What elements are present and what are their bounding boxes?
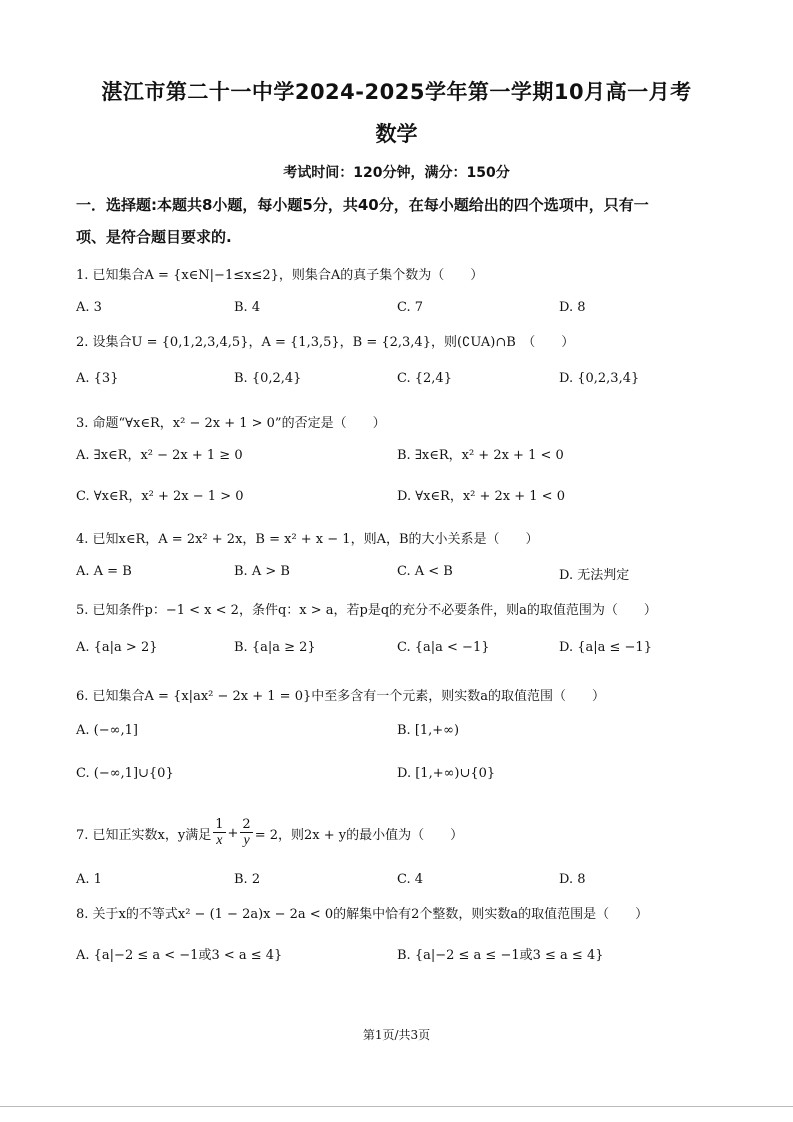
q7-stem-pre: 7. 已知正实数x，y满足 — [76, 827, 212, 843]
question-8-stem: 8. 关于x的不等式x² − (1 − 2a)x − 2a < 0的解集中恰有2个整数，则实数a的取值范围是（ ） — [76, 907, 649, 922]
q5-option-a: A. {a|a > 2} — [76, 640, 158, 655]
q7-frac1-denominator: x — [216, 833, 223, 849]
question-3-stem: 3. 命题“∀x∈R，x² − 2x + 1 > 0”的否定是（ ） — [76, 416, 386, 431]
q6-option-d: D. [1,+∞)∪{0} — [397, 766, 496, 781]
q6-option-a: A. (−∞,1] — [76, 723, 138, 738]
q2-option-d: D. {0,2,3,4} — [559, 371, 640, 386]
section-heading-line2: 项、是符合题目要求的. — [76, 228, 232, 246]
bottom-divider — [0, 1106, 793, 1107]
question-4-stem: 4. 已知x∈R，A = 2x² + 2x，B = x² + x − 1，则A，B的大小关系是（ ） — [76, 532, 539, 547]
q5-option-d: D. {a|a ≤ −1} — [559, 640, 652, 655]
q2-option-a: A. {3} — [76, 371, 119, 386]
page-footer: 第1页/共3页 — [362, 1028, 431, 1042]
question-1-stem: 1. 已知集合A = {x∈N|−1≤x≤2}，则集合A的真子集个数为（ ） — [76, 268, 484, 283]
q8-option-a: A. {a|−2 ≤ a < −1或3 < a ≤ 4} — [76, 948, 283, 963]
section-heading-line1: 一．选择题:本题共8小题，每小题5分，共40分，在每小题给出的四个选项中，只有一 — [76, 196, 649, 214]
q7-fraction-2 — [240, 818, 252, 849]
q1-option-a: A. 3 — [76, 300, 102, 315]
question-2-stem: 2. 设集合U = {0,1,2,3,4,5}，A = {1,3,5}，B = {2,3,4}，则(∁UA)∩B （ ） — [76, 335, 575, 350]
q1-option-b: B. 4 — [234, 300, 261, 315]
q5-option-b: B. {a|a ≥ 2} — [234, 640, 316, 655]
exam-info: 考试时间：120分钟，满分：150分 — [283, 165, 510, 181]
q1-option-c: C. 7 — [397, 300, 424, 315]
q3-option-c: C. ∀x∈R，x² + 2x − 1 > 0 — [76, 489, 244, 504]
q7-stem-post: = 2，则2x + y的最小值为（ ） — [254, 827, 464, 843]
q7-plus: + — [227, 825, 239, 841]
q7-option-b: B. 2 — [234, 872, 261, 887]
q7-frac2-denominator: y — [243, 833, 250, 849]
q1-option-d: D. 8 — [559, 300, 586, 315]
q6-option-c: C. (−∞,1]∪{0} — [76, 766, 174, 781]
q2-option-b: B. {0,2,4} — [234, 371, 302, 386]
q4-option-b: B. A > B — [234, 564, 290, 579]
q4-option-d: D. 无法判定 — [559, 568, 630, 583]
q4-option-a: A. A = B — [76, 564, 132, 579]
q3-option-d: D. ∀x∈R，x² + 2x + 1 < 0 — [397, 489, 565, 504]
q4-option-c: C. A < B — [397, 564, 453, 579]
q3-option-b: B. ∃x∈R，x² + 2x + 1 < 0 — [397, 448, 564, 463]
q7-fraction-1 — [213, 818, 225, 849]
subject-title: 数学 — [375, 122, 418, 146]
q7-frac1-numerator: 1 — [215, 817, 224, 832]
question-7-stem — [76, 818, 463, 849]
q7-option-c: C. 4 — [397, 872, 424, 887]
q5-option-c: C. {a|a < −1} — [397, 640, 490, 655]
exam-title: 湛江市第二十一中学2024-2025学年第一学期10月高一月考 — [101, 80, 692, 104]
q8-option-b: B. {a|−2 ≤ a ≤ −1或3 ≤ a ≤ 4} — [397, 948, 604, 963]
q7-option-a: A. 1 — [76, 872, 102, 887]
q7-frac2-numerator: 2 — [242, 817, 251, 832]
q2-option-c: C. {2,4} — [397, 371, 452, 386]
q7-option-d: D. 8 — [559, 872, 586, 887]
q6-option-b: B. [1,+∞) — [397, 723, 460, 738]
q3-option-a: A. ∃x∈R，x² − 2x + 1 ≥ 0 — [76, 448, 243, 463]
question-5-stem: 5. 已知条件p：−1 < x < 2，条件q：x > a，若p是q的充分不必要条件，则a的取值范围为（ ） — [76, 603, 657, 618]
question-6-stem: 6. 已知集合A = {x|ax² − 2x + 1 = 0}中至多含有一个元素，则实数a的取值范围（ ） — [76, 689, 605, 704]
